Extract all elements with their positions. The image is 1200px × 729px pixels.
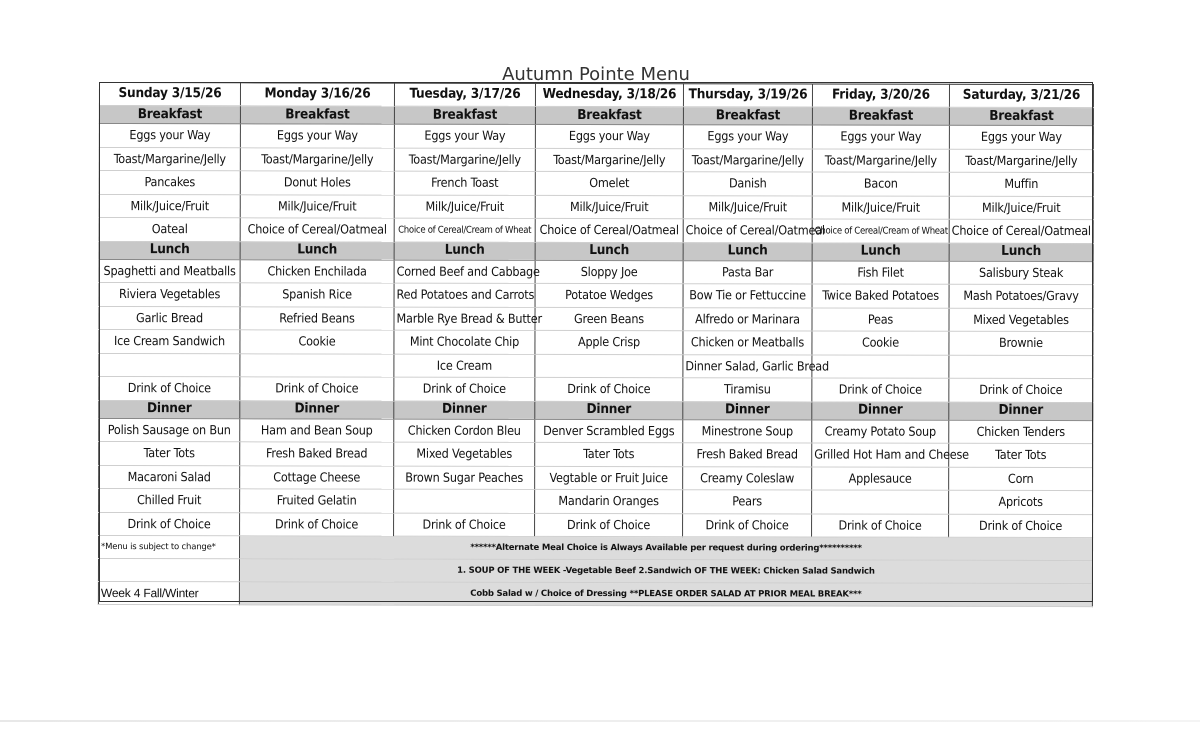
menu-change-note: *Menu is subject to change* xyxy=(99,536,240,559)
menu-item: Marble Rye Bread & Butter xyxy=(394,307,535,331)
menu-item: Denver Scrambled Eggs xyxy=(535,419,683,443)
menu-item: Fresh Baked Bread xyxy=(683,443,812,467)
menu-item: Eggs your Way xyxy=(812,125,949,149)
scan-edge-line xyxy=(0,720,1200,722)
breakfast-section-label: Breakfast xyxy=(683,107,812,125)
dinner-section-label: Dinner xyxy=(949,402,1093,420)
menu-item: Green Beans xyxy=(535,307,683,331)
menu-item: Mint Chocolate Chip xyxy=(394,330,535,354)
menu-item: Omelet xyxy=(535,171,683,195)
lunch-item-row xyxy=(99,330,1093,356)
day-header: Saturday, 3/21/26 xyxy=(949,84,1093,107)
day-header: Monday 3/16/26 xyxy=(240,83,394,106)
soup-sandwich-of-week: 1. SOUP OF THE WEEK -Vegetable Beef 2.Sandwich OF THE WEEK: Chicken Salad Sandwich xyxy=(239,559,1092,584)
dinner-section-row xyxy=(99,400,1093,420)
breakfast-section-row xyxy=(99,106,1093,126)
menu-item: Drink of Choice xyxy=(535,377,683,401)
lunch-item-row xyxy=(99,306,1093,332)
menu-item: Macaroni Salad xyxy=(99,465,240,489)
breakfast-section-label: Breakfast xyxy=(535,106,683,124)
lunch-section-label: Lunch xyxy=(394,242,535,260)
menu-item: Chilled Fruit xyxy=(99,489,240,513)
menu-item: Choice of Cereal/Oatmeal xyxy=(240,218,394,242)
menu-item: Eggs your Way xyxy=(394,124,535,148)
menu-item: Milk/Juice/Fruit xyxy=(394,195,535,219)
lunch-section-label: Lunch xyxy=(535,242,683,260)
dinner-item-row xyxy=(99,512,1093,538)
menu-item: Corned Beef and Cabbage xyxy=(394,260,535,284)
menu-item: Mixed Vegetables xyxy=(949,308,1093,332)
menu-item: Brownie xyxy=(949,331,1093,355)
menu-item: Mash Potatoes/Gravy xyxy=(949,284,1093,308)
menu-item: Eggs your Way xyxy=(683,125,812,149)
menu-item: Creamy Coleslaw xyxy=(683,466,812,490)
menu-item: Twice Baked Potatoes xyxy=(812,284,949,308)
menu-item: Muffin xyxy=(949,172,1093,196)
menu-item: Drink of Choice xyxy=(99,377,240,401)
breakfast-section-label: Breakfast xyxy=(812,107,949,125)
menu-item: French Toast xyxy=(394,171,535,195)
dinner-section-label: Dinner xyxy=(535,401,683,419)
menu-item: Eggs your Way xyxy=(240,124,394,148)
dinner-section-label: Dinner xyxy=(812,401,949,419)
footer-row-salad xyxy=(98,581,1092,606)
lunch-section-label: Lunch xyxy=(812,242,949,260)
breakfast-item-row xyxy=(99,147,1093,173)
dinner-section-label: Dinner xyxy=(99,400,240,418)
lunch-section-label: Lunch xyxy=(99,241,240,259)
menu-item: Riviera Vegetables xyxy=(99,283,240,307)
menu-item: Pears xyxy=(683,490,812,514)
menu-item xyxy=(394,489,535,513)
dinner-section-label: Dinner xyxy=(240,400,394,418)
menu-item: Oateal xyxy=(99,218,240,242)
footer-row-soup-sandwich xyxy=(98,559,1092,584)
menu-item: Ham and Bean Soup xyxy=(240,418,394,442)
lunch-item-row xyxy=(99,283,1093,309)
menu-item: Drink of Choice xyxy=(949,378,1093,402)
dinner-item-row xyxy=(99,489,1093,515)
menu-table xyxy=(98,82,1094,607)
menu-item: Cookie xyxy=(240,330,394,354)
menu-item: Drink of Choice xyxy=(683,513,812,537)
menu-item: Refried Beans xyxy=(240,306,394,330)
lunch-section-label: Lunch xyxy=(683,242,812,260)
menu-item: Bow Tie or Fettuccine xyxy=(683,284,812,308)
menu-item: Salisbury Steak xyxy=(949,261,1093,285)
menu-item: Danish xyxy=(683,172,812,196)
menu-item: Vegtable or Fruit Juice xyxy=(535,466,683,490)
menu-item: Apple Crisp xyxy=(535,330,683,354)
lunch-item-row xyxy=(99,353,1093,379)
menu-item: Milk/Juice/Fruit xyxy=(683,195,812,219)
breakfast-section-label: Breakfast xyxy=(99,106,240,124)
menu-item: Milk/Juice/Fruit xyxy=(240,194,394,218)
menu-item: Drink of Choice xyxy=(812,513,949,537)
alternate-meal-note: ******Alternate Meal Choice is Always Available per request during ordering********** xyxy=(240,536,1093,561)
menu-item: Mixed Vegetables xyxy=(394,442,535,466)
breakfast-item-row xyxy=(99,218,1093,244)
menu-item: Apricots xyxy=(949,490,1093,514)
menu-item: Red Potatoes and Carrots xyxy=(394,283,535,307)
menu-item: Pasta Bar xyxy=(683,260,812,284)
menu-item: Choice of Cereal/Cream of Wheat xyxy=(812,219,949,243)
menu-item: Chicken or Meatballs xyxy=(683,331,812,355)
menu-item: Drink of Choice xyxy=(949,514,1093,538)
menu-item xyxy=(812,490,949,514)
menu-item: Fish Filet xyxy=(812,260,949,284)
menu-item: Cookie xyxy=(812,331,949,355)
breakfast-item-row xyxy=(99,171,1093,197)
menu-item: Milk/Juice/Fruit xyxy=(535,195,683,219)
menu-item: Alfredo or Marinara xyxy=(683,307,812,331)
menu-item: Toast/Margarine/Jelly xyxy=(949,149,1093,173)
menu-item: Fresh Baked Bread xyxy=(240,442,394,466)
menu-item xyxy=(99,353,240,377)
menu-item: Toast/Margarine/Jelly xyxy=(240,147,394,171)
menu-item: Spanish Rice xyxy=(240,283,394,307)
menu-item: Toast/Margarine/Jelly xyxy=(535,148,683,172)
day-header: Friday, 3/20/26 xyxy=(812,84,949,107)
breakfast-section-label: Breakfast xyxy=(240,106,394,124)
day-header: Tuesday, 3/17/26 xyxy=(394,83,535,106)
menu-item: Eggs your Way xyxy=(949,125,1093,149)
menu-item: Eggs your Way xyxy=(99,124,240,148)
menu-item: Drink of Choice xyxy=(394,377,535,401)
day-header: Wednesday, 3/18/26 xyxy=(535,83,683,106)
menu-item xyxy=(535,354,683,378)
menu-item: Polish Sausage on Bun xyxy=(99,418,240,442)
salad-note: Cobb Salad w / Choice of Dressing **PLEASE ORDER SALAD AT PRIOR MEAL BREAK*** xyxy=(239,582,1092,607)
lunch-item-row xyxy=(99,259,1093,285)
day-header-row xyxy=(99,83,1093,108)
week-label: Week 4 Fall/Winter xyxy=(98,581,239,604)
menu-title: Autumn Pointe Menu xyxy=(502,64,690,85)
menu-item: Brown Sugar Peaches xyxy=(394,466,535,490)
menu-item: Toast/Margarine/Jelly xyxy=(394,148,535,172)
menu-item: Chicken Cordon Bleu xyxy=(394,419,535,443)
menu-item: Tater Tots xyxy=(949,443,1093,467)
lunch-section-row xyxy=(99,241,1093,261)
menu-item: Peas xyxy=(812,307,949,331)
menu-item: Applesauce xyxy=(812,466,949,490)
menu-item: Drink of Choice xyxy=(535,513,683,537)
menu-sheet xyxy=(99,58,1093,603)
menu-item: Potatoe Wedges xyxy=(535,283,683,307)
menu-item: Creamy Potato Soup xyxy=(812,419,949,443)
menu-item xyxy=(812,354,949,378)
lunch-section-label: Lunch xyxy=(949,243,1093,261)
menu-item: Milk/Juice/Fruit xyxy=(812,195,949,219)
menu-item xyxy=(240,353,394,377)
dinner-section-label: Dinner xyxy=(394,401,535,419)
menu-item: Chicken Tenders xyxy=(949,420,1093,444)
menu-item: Toast/Margarine/Jelly xyxy=(683,148,812,172)
menu-item: Tiramisu xyxy=(683,378,812,402)
menu-item: Chicken Enchilada xyxy=(240,259,394,283)
menu-item: Toast/Margarine/Jelly xyxy=(99,147,240,171)
menu-item: Tater Tots xyxy=(99,442,240,466)
menu-item: Drink of Choice xyxy=(99,512,240,536)
lunch-section-label: Lunch xyxy=(240,241,394,259)
menu-item: Garlic Bread xyxy=(99,306,240,330)
menu-item: Choice of Cereal/Oatmeal xyxy=(683,219,812,243)
menu-item: Drink of Choice xyxy=(240,512,394,536)
menu-item: Milk/Juice/Fruit xyxy=(949,196,1093,220)
menu-item xyxy=(949,355,1093,379)
menu-item: Ice Cream Sandwich xyxy=(99,330,240,354)
menu-item: Choice of Cereal/Cream of Wheat xyxy=(394,218,535,242)
menu-item: Drink of Choice xyxy=(240,377,394,401)
menu-item: Donut Holes xyxy=(240,171,394,195)
lunch-item-row xyxy=(99,377,1093,403)
breakfast-section-label: Breakfast xyxy=(394,106,535,124)
day-header: Thursday, 3/19/26 xyxy=(683,84,812,107)
menu-item: Cottage Cheese xyxy=(240,465,394,489)
menu-item: Mandarin Oranges xyxy=(535,489,683,513)
menu-item: Ice Cream xyxy=(394,354,535,378)
menu-item: Spaghetti and Meatballs xyxy=(99,259,240,283)
breakfast-item-row xyxy=(99,194,1093,220)
menu-item: Minestrone Soup xyxy=(683,419,812,443)
menu-item: Drink of Choice xyxy=(394,513,535,537)
menu-item: Choice of Cereal/Oatmeal xyxy=(535,218,683,242)
menu-item: Pancakes xyxy=(99,171,240,195)
dinner-item-row xyxy=(99,442,1093,468)
dinner-section-label: Dinner xyxy=(683,401,812,419)
menu-item: Toast/Margarine/Jelly xyxy=(812,148,949,172)
menu-item: Grilled Hot Ham and Cheese xyxy=(812,443,949,467)
breakfast-item-row xyxy=(99,124,1093,150)
menu-item: Bacon xyxy=(812,172,949,196)
dinner-item-row xyxy=(99,465,1093,491)
breakfast-section-label: Breakfast xyxy=(949,107,1093,125)
footer-blank-cell xyxy=(98,559,239,582)
menu-item: Fruited Gelatin xyxy=(240,489,394,513)
menu-item: Sloppy Joe xyxy=(535,260,683,284)
menu-item: Milk/Juice/Fruit xyxy=(99,194,240,218)
menu-item: Choice of Cereal/Oatmeal xyxy=(949,219,1093,243)
menu-item: Corn xyxy=(949,467,1093,491)
dinner-item-row xyxy=(99,418,1093,444)
footer-row-alternate xyxy=(99,536,1093,561)
day-header: Sunday 3/15/26 xyxy=(99,83,240,106)
menu-item: Dinner Salad, Garlic Bread xyxy=(683,354,812,378)
menu-item: Eggs your Way xyxy=(535,124,683,148)
menu-item: Tater Tots xyxy=(535,442,683,466)
menu-item: Drink of Choice xyxy=(812,378,949,402)
